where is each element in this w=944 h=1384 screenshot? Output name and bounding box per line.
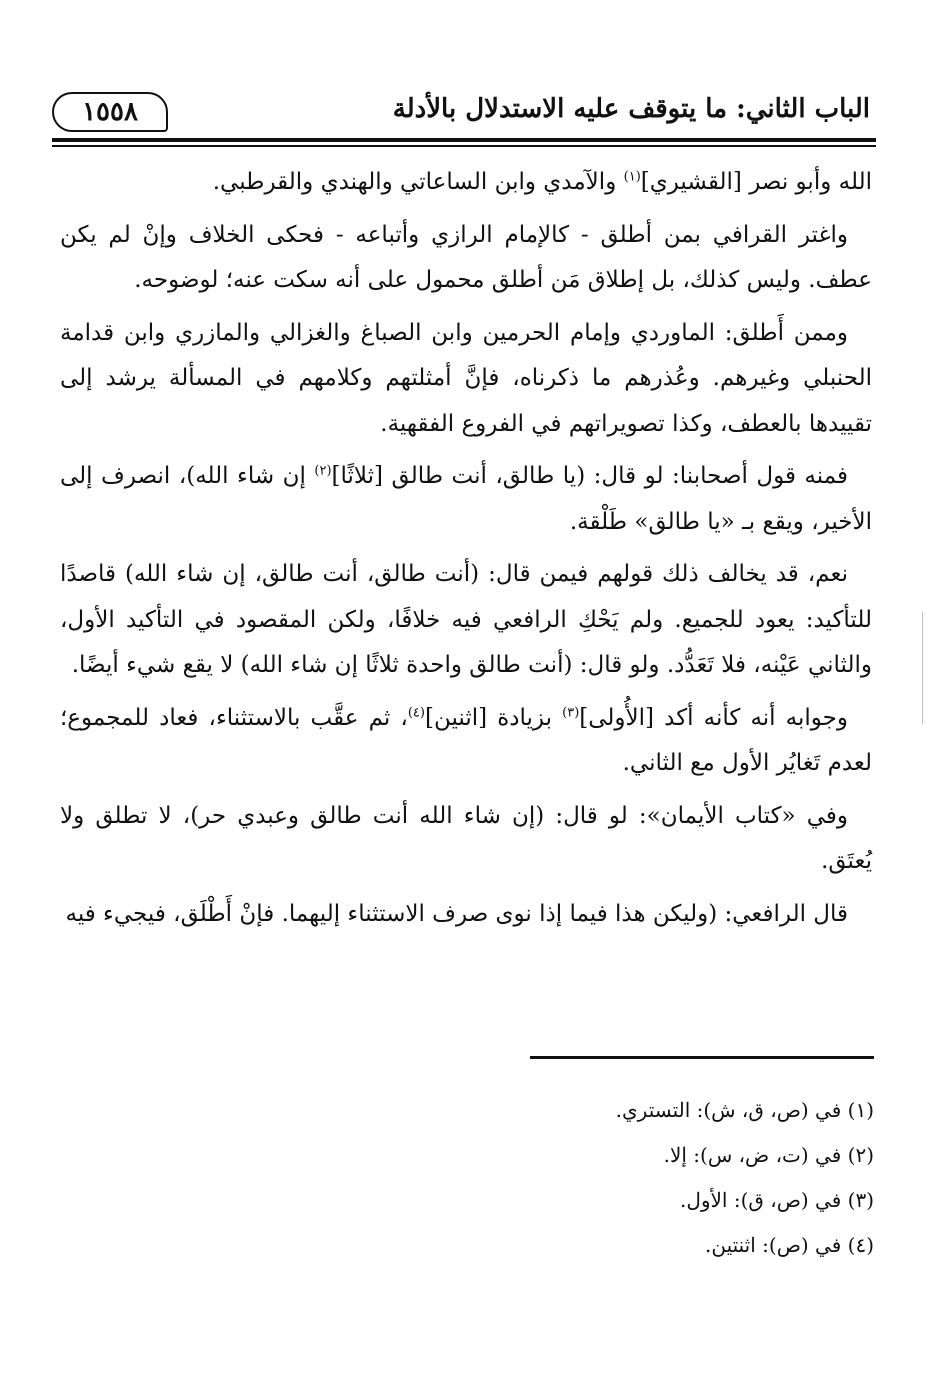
paragraph-3: وممن أَطلق: الماوردي وإمام الحرمين وابن الصباغ والغزالي والمازري وابن قدامة الحنبلي وغيرهم. وعُذرهم ما ذكرناه، فإنَّ أمثلتهم وكلامهم في المسألة يرشد إلى تقييدها بالعطف، وكذا تصويراتهم في الفروع الفقهية. <box>60 319 872 437</box>
chapter-title: الباب الثاني: ما يتوقف عليه الاستدلال بالأدلة <box>392 94 870 124</box>
footnote-separator <box>530 1056 874 1059</box>
paragraph-1-text-b: والآمدي وابن الساعاتي والهندي والقرطبي. <box>212 169 624 195</box>
header-rule-thick <box>52 138 876 142</box>
paragraph-6-text-b: بزيادة [اثنين] <box>424 704 563 731</box>
paragraph-6 <box>60 696 872 787</box>
footnote-ref-3: (٣) <box>562 704 580 720</box>
page-number-badge: ١٥٥٨ <box>52 92 168 132</box>
paragraph-8: قال الرافعي: (وليكن هذا فيما إذا نوى صرف الاستثناء إليهما. فإنْ أَطْلَق، فيجيء فيه <box>65 900 848 927</box>
paragraph-4 <box>60 454 872 545</box>
paragraph-2: واغتر القرافي بمن أطلق - كالإمام الرازي وأتباعه - فحكى الخلاف وإنْ لم يكن عطف. وليس كذلك، بل إطلاق مَن أطلق محمول على أنه سكت عنه؛ لوضوحه. <box>60 221 872 293</box>
paragraph-4-text-b: إن شاء الله)، انصرف إلى الأخير، ويقع بـ «يا طالق» طَلْقة. <box>60 463 872 535</box>
paragraph-6-text-a: وجوابه أنه كأنه أكد [الأُولى] <box>579 704 849 731</box>
footnote-2: (٢) في (ت، ض، س): إلا. <box>663 1143 874 1167</box>
footnote-4: (٤) في (ص): اثنتين. <box>704 1233 874 1257</box>
page-header <box>52 92 870 136</box>
paragraph-7: وفي «كتاب الأيمان»: لو قال: (إن شاء الله أنت طالق وعبدي حر)، لا تطلق ولا يُعتَق. <box>60 802 872 874</box>
footnote-ref-2: (٢) <box>314 463 332 479</box>
main-text <box>60 160 872 944</box>
paragraph-1 <box>60 160 872 206</box>
footnote-1: (١) في (ص، ق، ش): التستري. <box>615 1098 874 1122</box>
footnote-3: (٣) في (ص، ق): الأول. <box>679 1188 874 1212</box>
paragraph-6-text-c: ، ثم عقَّب بالاستثناء، فعاد للمجموع؛ لعدم تَغايُر الأول مع الثاني. <box>60 704 872 776</box>
paragraph-1-text-a: الله وأبو نصر [القشيري] <box>640 169 872 195</box>
footnote-ref-1: (١) <box>623 169 641 185</box>
paragraph-5: نعم، قد يخالف ذلك قولهم فيمن قال: (أنت طالق، أنت طالق، إن شاء الله) قاصدًا للتأكيد: يعود للجميع. ولم يَحْكِ الرافعي فيه خلافًا، ولكن المقصود في التأكيد الأول، والثاني عَيْنه، فلا تَعَدُّد. ولو قال: (أنت طالق واحدة ثلاثًا إن شاء الله) لا يقع شيء أيضًا. <box>60 561 872 678</box>
scan-edge-mark <box>922 612 923 724</box>
footnotes <box>74 1088 874 1268</box>
paragraph-4-text-a: فمنه قول أصحابنا: لو قال: (يا طالق، أنت طالق [ثلاثًا] <box>331 463 848 489</box>
footnote-ref-4: (٤) <box>407 704 425 720</box>
header-rule-thin <box>52 145 876 147</box>
